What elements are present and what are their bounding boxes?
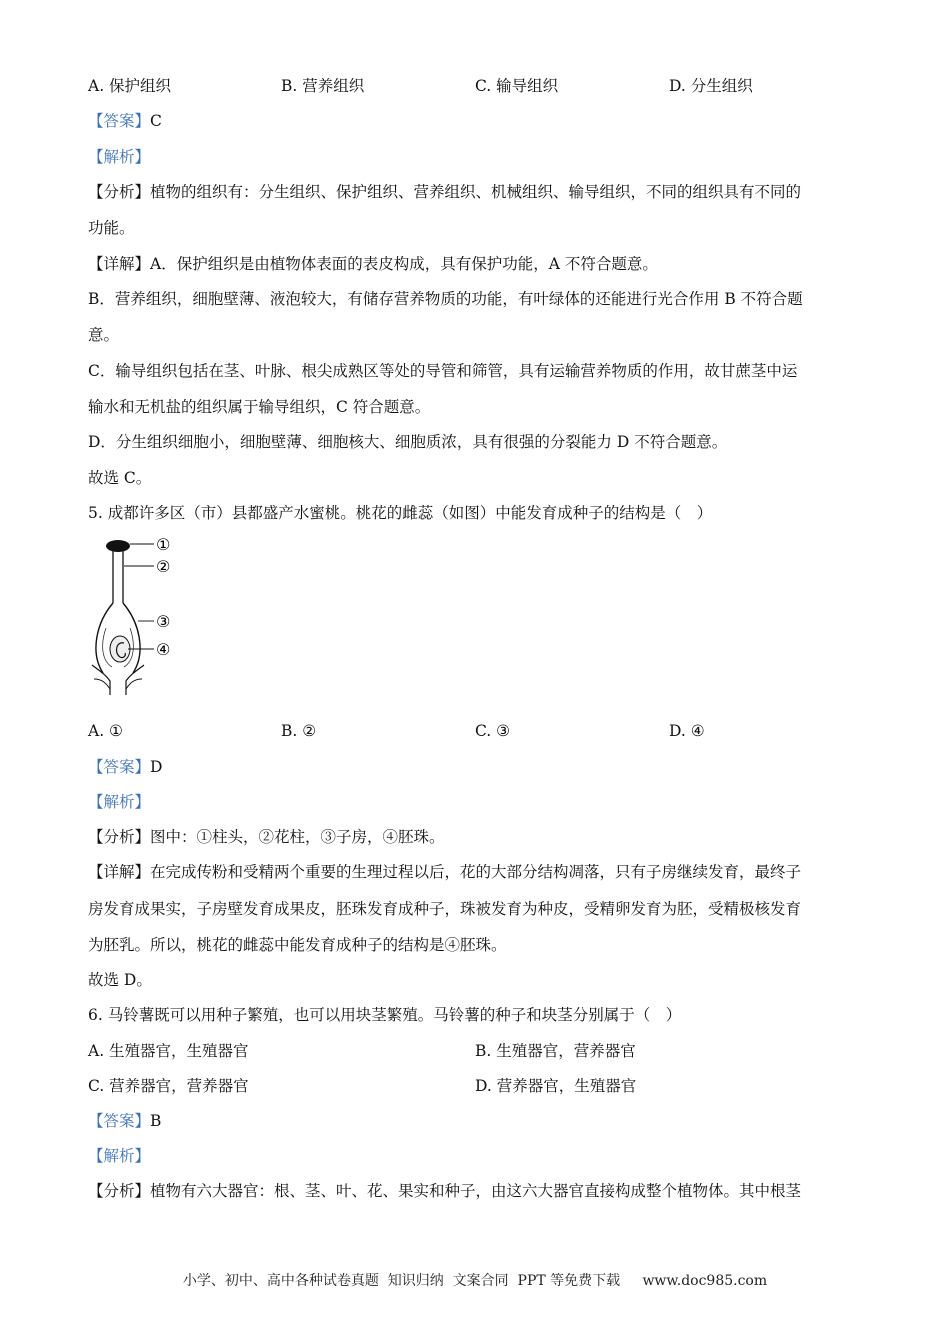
- fenxi-tag: 【分析】: [88, 1182, 151, 1200]
- fenxi-tag: 【分析】: [88, 183, 151, 201]
- q5-option-a: A. ①: [88, 722, 123, 740]
- xiangjie-tag: 【详解】: [88, 863, 151, 881]
- q4-options: [88, 76, 868, 96]
- q4-answer: [88, 111, 162, 131]
- q6-option-b: B. 生殖器官，营养器官: [475, 1042, 636, 1060]
- q4-detail-d: D．分生组织细胞小，细胞壁薄、细胞核大、细胞质浓，具有很强的分裂能力 D 不符合题意。: [88, 433, 728, 451]
- q4-fenxi-cont: 功能。: [88, 219, 135, 237]
- fenxi-text: 植物的组织有：分生组织、保护组织、营养组织、机械组织、输导组织，不同的组织具有不同的: [150, 183, 802, 201]
- q6-options-row-2: [88, 1076, 868, 1096]
- q4-detail-b: B．营养组织，细胞壁薄、液泡较大，有储存营养物质的功能，有叶绿体的还能进行光合作用 B 不符合题: [88, 290, 803, 308]
- q6-analysis-tag: 【解析】: [88, 1147, 151, 1165]
- q5-options: [88, 721, 868, 741]
- q5-option-b: B. ②: [281, 722, 317, 740]
- label-1: ①: [156, 535, 171, 554]
- q6-option-d: D. 营养器官，生殖器官: [475, 1077, 637, 1095]
- fenxi-tag: 【分析】: [88, 828, 151, 846]
- q4-detail-c: C．输导组织包括在茎、叶脉、根尖成熟区等处的导管和筛管，具有运输营养物质的作用，故甘蔗茎中运: [88, 362, 798, 380]
- answer-tag: 【答案】: [88, 1112, 151, 1130]
- answer-tag: 【答案】: [88, 112, 151, 130]
- q6-stem: 6. 马铃薯既可以用种子繁殖，也可以用块茎繁殖。马铃薯的种子和块茎分别属于（ ）: [88, 1006, 682, 1024]
- q4-option-c: C. 输导组织: [475, 77, 559, 95]
- q4-analysis-tag: 【解析】: [88, 148, 151, 166]
- q5-conclusion: 故选 D。: [88, 971, 152, 989]
- answer-tag: 【答案】: [88, 758, 151, 776]
- footer-text: 小学、初中、高中各种试卷真题 知识归纳 文案合同 PPT 等免费下载: [182, 1273, 621, 1289]
- footer-url[interactable]: www.doc985.com: [642, 1273, 768, 1289]
- style-shape: [113, 551, 123, 603]
- q5-answer: [88, 757, 162, 777]
- xiangjie-text: A．保护组织是由植物体表面的表皮构成，具有保护功能，A 不符合题意。: [150, 255, 658, 273]
- q5-fenxi: [88, 827, 445, 847]
- label-2: ②: [156, 557, 171, 576]
- q5-option-d: D. ④: [669, 722, 705, 740]
- label-3: ③: [156, 612, 171, 631]
- q5-xiangjie-cont-1: 房发育成果实，子房壁发育成果皮，胚珠发育成种子，珠被发育为种皮，受精卵发育为胚，受精极核发育: [88, 900, 802, 918]
- q5-option-c: C. ③: [475, 722, 511, 740]
- q5-analysis-tag: 【解析】: [88, 793, 151, 811]
- q5-xiangjie-cont-2: 为胚乳。所以，桃花的雌蕊中能发育成种子的结构是④胚珠。: [88, 936, 507, 954]
- q4-fenxi: [88, 182, 801, 202]
- xiangjie-tag: 【详解】: [88, 255, 151, 273]
- q6-answer: [88, 1111, 161, 1131]
- stigma-shape: [106, 540, 130, 552]
- pistil-diagram: [88, 533, 198, 698]
- q4-detail-b-cont: 意。: [88, 326, 120, 344]
- q6-option-c: C. 营养器官，营养器官: [88, 1077, 249, 1095]
- page-footer: [0, 1270, 950, 1290]
- q4-detail-c-cont: 输水和无机盐的组织属于输导组织，C 符合题意。: [88, 398, 431, 416]
- q4-option-b: B. 营养组织: [281, 77, 365, 95]
- q6-options-row-1: [88, 1041, 868, 1061]
- q6-option-a: A. 生殖器官，生殖器官: [88, 1042, 249, 1060]
- fenxi-text: 图中：①柱头，②花柱，③子房，④胚珠。: [150, 828, 445, 846]
- q5-stem: 5. 成都许多区（市）县都盛产水蜜桃。桃花的雌蕊（如图）中能发育成种子的结构是（ ）: [88, 504, 713, 522]
- fenxi-text: 植物有六大器官：根、茎、叶、花、果实和种子，由这六大器官直接构成整个植物体。其中根茎: [150, 1182, 802, 1200]
- q4-option-a: A. 保护组织: [88, 77, 172, 95]
- answer-value: B: [150, 1112, 162, 1130]
- label-4: ④: [156, 640, 171, 659]
- q4-option-d: D. 分生组织: [669, 77, 753, 95]
- q5-xiangjie: [88, 862, 801, 882]
- q6-fenxi: [88, 1181, 801, 1201]
- q4-conclusion: 故选 C。: [88, 469, 152, 487]
- answer-value: D: [150, 758, 163, 776]
- xiangjie-text: 在完成传粉和受精两个重要的生理过程以后，花的大部分结构凋落，只有子房继续发育，最终子: [150, 863, 802, 881]
- answer-value: C: [150, 112, 162, 130]
- q4-xiangjie: [88, 254, 658, 274]
